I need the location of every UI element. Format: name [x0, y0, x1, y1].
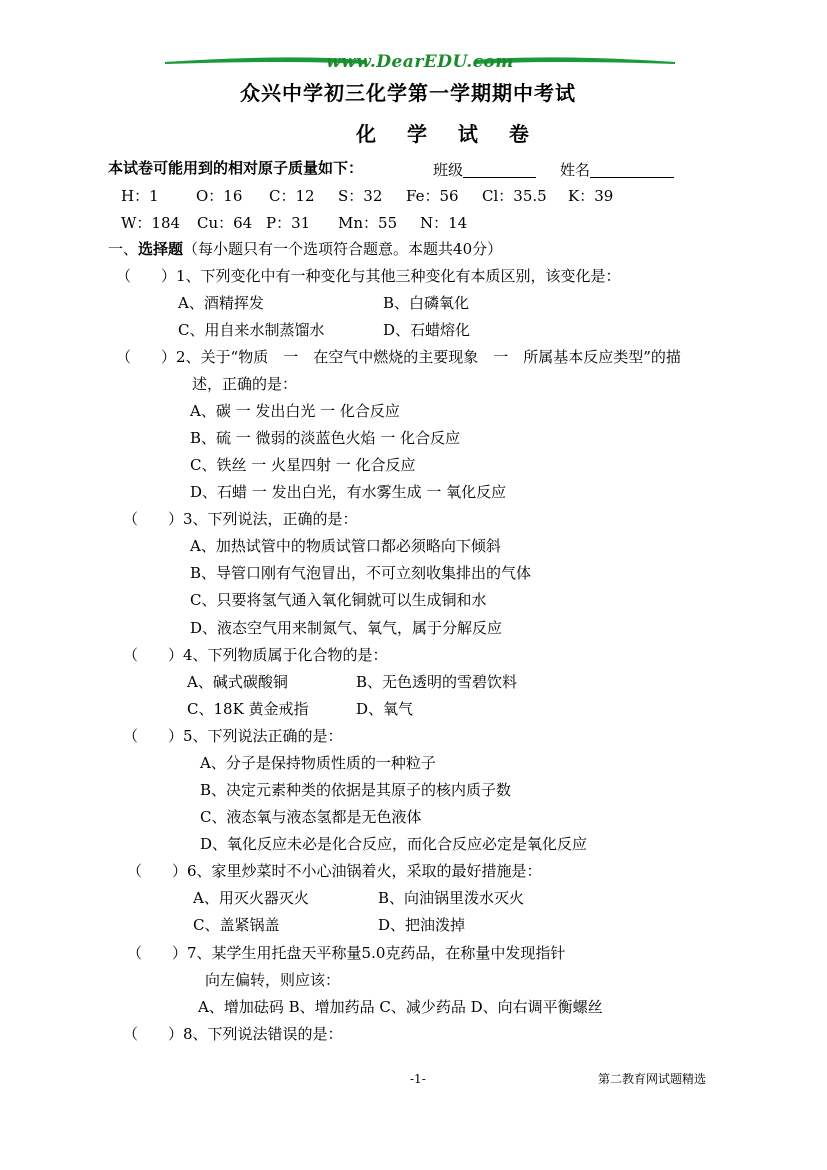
mass-p: P：31: [266, 214, 311, 232]
q2-option-c: C、铁丝 一 火星四射 一 化合反应: [190, 456, 416, 474]
footer-source: 第二教育网试题精选: [598, 1072, 707, 1086]
question-5-stem: （ ）5、下列说法正确的是：: [123, 727, 343, 745]
page-number: -1-: [410, 1072, 426, 1086]
name-field: [560, 161, 674, 178]
mass-o: O：16: [196, 187, 243, 205]
q3-option-a: A、加热试管中的物质试管口都必须略向下倾斜: [190, 537, 501, 555]
q3-option-b: B、导管口刚有气泡冒出，不可立刻收集排出的气体: [190, 564, 532, 582]
q5-option-c: C、液态氧与液态氢都是无色液体: [200, 808, 422, 826]
q7-options: A、增加砝码 B、增加药品 C、减少药品 D、向右调平衡螺丝: [198, 998, 603, 1016]
q4-option-c: C、18K 黄金戒指: [187, 700, 309, 718]
question-6-stem: （ ）6、家里炒菜时不小心油锅着火，采取的最好措施是：: [127, 862, 542, 880]
mass-h: H：1: [121, 187, 159, 205]
mass-s: S：32: [338, 187, 383, 205]
mass-w: W：184: [121, 214, 181, 232]
question-2-stem-cont: 述，正确的是：: [192, 375, 298, 393]
name-blank[interactable]: [590, 161, 674, 178]
section-number: 一、: [108, 240, 139, 258]
q2-option-b: B、硫 一 微弱的淡蓝色火焰 一 化合反应: [190, 429, 461, 447]
q1-option-d: D、石蜡熔化: [383, 321, 471, 339]
class-blank[interactable]: [463, 161, 536, 178]
atomic-mass-label: 本试卷可能用到的相对原子质量如下：: [108, 159, 364, 177]
q4-option-a: A、碱式碳酸铜: [187, 673, 288, 691]
question-3-stem: （ ）3、下列说法，正确的是：: [123, 510, 358, 528]
q6-option-c: C、盖紧锅盖: [193, 916, 280, 934]
section-heading: [108, 242, 502, 257]
q1-option-b: B、白磷氧化: [383, 294, 470, 312]
site-banner: [165, 50, 675, 74]
q1-option-a: A、酒精挥发: [178, 294, 264, 312]
q5-option-d: D、氧化反应未必是化合反应，而化合反应必定是氧化反应: [200, 835, 588, 853]
q4-option-d: D、氧气: [356, 700, 414, 718]
section-title: 选择题: [138, 240, 184, 258]
q6-option-b: B、向油锅里泼水灭火: [378, 889, 525, 907]
banner-text: www.DearEDU.com: [326, 52, 514, 72]
mass-fe: Fe：56: [406, 187, 459, 205]
q6-option-a: A、用灭火器灭火: [193, 889, 309, 907]
q2-option-a: A、碳 一 发出白光 一 化合反应: [190, 402, 400, 420]
question-7-stem-cont: 向左偏转，则应该：: [205, 971, 341, 989]
mass-c: C：12: [269, 187, 315, 205]
mass-k: K：39: [568, 187, 614, 205]
q4-option-b: B、无色透明的雪碧饮料: [356, 673, 518, 691]
class-field: [433, 161, 536, 178]
mass-cl: Cl：35.5: [482, 187, 547, 205]
question-4-stem: （ ）4、下列物质属于化合物的是：: [123, 646, 388, 664]
mass-cu: Cu：64: [197, 214, 253, 232]
page-subtitle: 化 学 试 卷: [356, 122, 541, 146]
q1-option-c: C、用自来水制蒸馏水: [178, 321, 325, 339]
q2-option-d: D、石蜡 一 发出白光，有水雾生成 一 氧化反应: [190, 483, 507, 501]
q3-option-d: D、液态空气用来制氮气、氧气，属于分解反应: [190, 619, 503, 637]
mass-n: N：14: [420, 214, 468, 232]
name-label: 姓名: [560, 161, 591, 179]
question-7-stem: （ ）7、某学生用托盘天平称量5.0克药品，在称量中发现指针: [127, 944, 566, 962]
class-label: 班级: [433, 161, 464, 179]
page-title: 众兴中学初三化学第一学期期中考试: [240, 81, 576, 105]
section-note: （每小题只有一个选项符合题意。本题共40分）: [183, 240, 503, 258]
mass-mn: Mn：55: [338, 214, 398, 232]
question-1-stem: （ ）1、下列变化中有一种变化与其他三种变化有本质区别，该变化是：: [116, 267, 621, 285]
q5-option-b: B、决定元素种类的依据是其原子的核内质子数: [200, 781, 512, 799]
q5-option-a: A、分子是保持物质性质的一种粒子: [200, 754, 436, 772]
q6-option-d: D、把油泼掉: [378, 916, 466, 934]
question-8-stem: （ ）8、下列说法错误的是：: [123, 1025, 343, 1043]
question-2-stem: （ ）2、关于“物质 一 在空气中燃烧的主要现象 一 所属基本反应类型”的描: [116, 348, 681, 366]
q3-option-c: C、只要将氢气通入氧化铜就可以生成铜和水: [190, 591, 487, 609]
